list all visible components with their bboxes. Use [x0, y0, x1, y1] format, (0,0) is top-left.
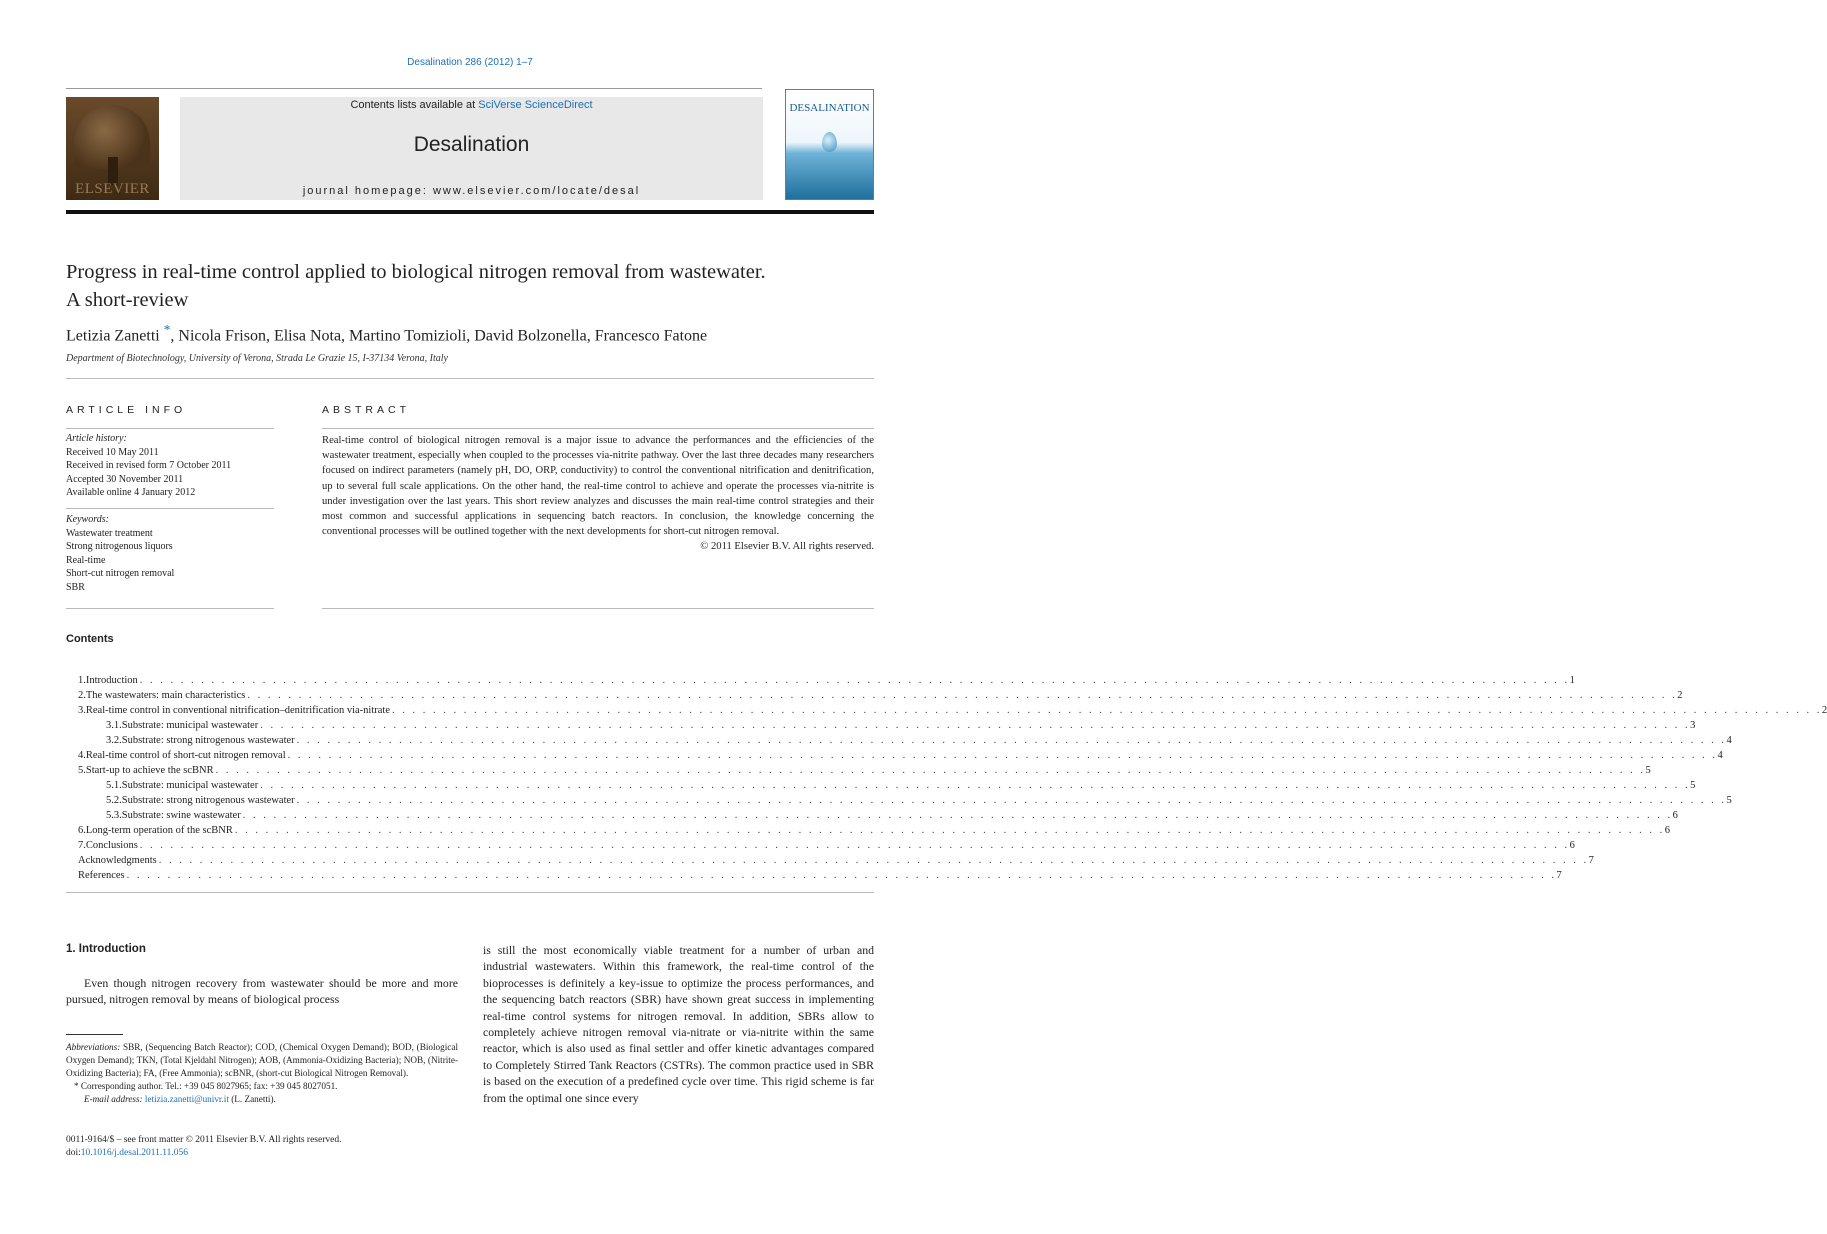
contents-heading: Contents	[66, 633, 114, 645]
journal-homepage[interactable]: journal homepage: www.elsevier.com/locate/desal	[302, 185, 641, 197]
toc-entry[interactable]	[66, 793, 1732, 808]
toc-entry-label: Substrate: municipal wastewater	[121, 780, 259, 791]
toc-entry-label: The wastewaters: main characteristics	[85, 690, 246, 701]
toc-entry-page: 6	[1672, 810, 1678, 821]
toc-leader-dots: . . . . . . . . . . . . . . . . . . . . . . . . . . . . . . . . . . . . . . . . . . . . . . . . . . . . . . . . . . . . . . . . . . . . . . . . . . . . . . . . . . . . . . . . . . . . . . . . . . . . . . . . . . . . . . . . . . . . . . . . . . . . . . . . . . . . . . . . . . . .	[139, 840, 1570, 851]
toc-entry-page: 7	[1556, 870, 1562, 881]
toc-entry-label: Start-up to achieve the scBNR	[85, 765, 214, 776]
toc-leader-dots: . . . . . . . . . . . . . . . . . . . . . . . . . . . . . . . . . . . . . . . . . . . . . . . . . . . . . . . . . . . . . . . . . . . . . . . . . . . . . . . . . . . . . . . . . . . . . . . . . . . . . . . . . . . . . . . . . . . . . . . . . . . . . . . . . . . . . . . . . . . .	[391, 705, 1822, 716]
toc-entry-label: Real-time control in conventional nitrification–denitrification via-nitrate	[85, 705, 390, 716]
issn-doi-block	[66, 1134, 341, 1160]
toc-entry-number: 5.	[78, 765, 86, 776]
author-list	[66, 322, 876, 345]
toc-entry-number: 5.2.	[106, 795, 122, 806]
intro-right-paragraph: is still the most economically viable treatment for a number of urban and industrial wastewaters. Within this framework, the real-time control of the bioprocesses is definitely a key-issue to optimize the process performances, and the sequencing batch reactors (SBR) have shown great success in implementing real-time control systems for nitrogen removal. In addition, SBRs allow to completely achieve nitrogen removal via-nitrate or via-nitrite within the same reactor, which is also used as final settler and offer kinetic advantages compared to Completely Stirred Tank Reactors (CSTRs). The common practice used in SBR is based on the execution of a predefined cycle over time. This rigid scheme is far from the optimal one since every	[483, 943, 874, 1105]
toc-entry-number: 6.	[78, 825, 86, 836]
toc-leader-dots: . . . . . . . . . . . . . . . . . . . . . . . . . . . . . . . . . . . . . . . . . . . . . . . . . . . . . . . . . . . . . . . . . . . . . . . . . . . . . . . . . . . . . . . . . . . . . . . . . . . . . . . . . . . . . . . . . . . . . . . . . . . . . . . . . . . . . . . . . . . .	[247, 690, 1678, 701]
elsevier-logo	[66, 97, 159, 200]
keyword-item: SBR	[66, 581, 85, 593]
keywords	[66, 513, 274, 594]
history-label: Article history:	[66, 433, 127, 444]
author-first: Letizia Zanetti	[66, 327, 160, 345]
cover-title: DESALINATION	[789, 102, 870, 114]
toc-leader-dots: . . . . . . . . . . . . . . . . . . . . . . . . . . . . . . . . . . . . . . . . . . . . . . . . . . . . . . . . . . . . . . . . . . . . . . . . . . . . . . . . . . . . . . . . . . . . . . . . . . . . . . . . . . . . . . . . . . . . . . . . . . . . . . . . . . . . . . . . . . . .	[234, 825, 1665, 836]
toc-entry-page: 5	[1645, 765, 1651, 776]
toc-entry[interactable]	[66, 838, 1575, 853]
toc-entry-label: Real-time control of short-cut nitrogen removal	[85, 750, 286, 761]
toc-entry-number: 1.	[78, 675, 86, 686]
table-of-contents	[66, 673, 1827, 883]
footnotes	[66, 1041, 458, 1106]
toc-entry-page: 3	[1690, 720, 1696, 731]
header-bottom-rule	[66, 210, 874, 214]
toc-entry-label: Substrate: strong nitrogenous wastewater	[121, 735, 295, 746]
contents-prefix: Contents lists available at	[350, 99, 479, 111]
toc-leader-dots: . . . . . . . . . . . . . . . . . . . . . . . . . . . . . . . . . . . . . . . . . . . . . . . . . . . . . . . . . . . . . . . . . . . . . . . . . . . . . . . . . . . . . . . . . . . . . . . . . . . . . . . . . . . . . . . . . . . . . . . . . . . . . . . . . . . . . . . . . . . .	[126, 870, 1557, 881]
toc-leader-dots: . . . . . . . . . . . . . . . . . . . . . . . . . . . . . . . . . . . . . . . . . . . . . . . . . . . . . . . . . . . . . . . . . . . . . . . . . . . . . . . . . . . . . . . . . . . . . . . . . . . . . . . . . . . . . . . . . . . . . . . . . . . . . . . . . . . . . . . . . . . .	[260, 780, 1691, 791]
contents-bottom-rule	[66, 892, 874, 893]
sciencedirect-link[interactable]: SciVerse ScienceDirect	[478, 99, 593, 111]
article-info-bottom-rule	[66, 608, 274, 609]
affiliation: Department of Biotechnology, University of Verona, Strada Le Grazie 15, I-37134 Verona, Italy	[66, 353, 448, 364]
toc-entry-number: 5.3.	[106, 810, 122, 821]
toc-entry[interactable]	[66, 853, 1594, 868]
keywords-rule	[66, 508, 274, 509]
toc-entry-number: 5.1.	[106, 780, 122, 791]
keyword-item: Strong nitrogenous liquors	[66, 541, 173, 552]
toc-entry[interactable]	[66, 778, 1696, 793]
toc-entry-number	[66, 868, 78, 883]
toc-entry-page: 6	[1569, 840, 1575, 851]
elsevier-wordmark: ELSEVIER	[75, 181, 150, 197]
history-item: Received 10 May 2011	[66, 446, 159, 458]
toc-leader-dots: . . . . . . . . . . . . . . . . . . . . . . . . . . . . . . . . . . . . . . . . . . . . . . . . . . . . . . . . . . . . . . . . . . . . . . . . . . . . . . . . . . . . . . . . . . . . . . . . . . . . . . . . . . . . . . . . . . . . . . . . . . . . . . . . . . . . . . . . . . . .	[287, 750, 1718, 761]
email-suffix: (L. Zanetti).	[228, 1094, 276, 1104]
toc-entry[interactable]	[66, 748, 1723, 763]
toc-entry[interactable]	[66, 868, 1562, 883]
toc-entry-label: Substrate: swine wastewater	[121, 810, 241, 821]
abstract-heading: ABSTRACT	[322, 404, 411, 416]
toc-entry-page: 5	[1690, 780, 1696, 791]
article-title-line2: A short-review	[66, 289, 189, 311]
toc-entry-label: Introduction	[85, 675, 138, 686]
toc-entry-label: Long-term operation of the scBNR	[85, 825, 233, 836]
contents-available-line	[180, 99, 763, 111]
toc-entry-number: 3.2.	[106, 735, 122, 746]
toc-entry-page: 5	[1726, 795, 1732, 806]
toc-entry-number: 3.1.	[106, 720, 122, 731]
toc-entry-number: 4.	[78, 750, 86, 761]
doi-line	[66, 1147, 341, 1160]
toc-entry[interactable]	[66, 823, 1670, 838]
toc-leader-dots: . . . . . . . . . . . . . . . . . . . . . . . . . . . . . . . . . . . . . . . . . . . . . . . . . . . . . . . . . . . . . . . . . . . . . . . . . . . . . . . . . . . . . . . . . . . . . . . . . . . . . . . . . . . . . . . . . . . . . . . . . . . . . . . . . . . . . . . . . . . .	[260, 720, 1691, 731]
title-divider	[66, 378, 874, 379]
toc-entry-label: Substrate: strong nitrogenous wastewater	[121, 795, 295, 806]
toc-leader-dots: . . . . . . . . . . . . . . . . . . . . . . . . . . . . . . . . . . . . . . . . . . . . . . . . . . . . . . . . . . . . . . . . . . . . . . . . . . . . . . . . . . . . . . . . . . . . . . . . . . . . . . . . . . . . . . . . . . . . . . . . . . . . . . . . . . . . . . . . . . . .	[158, 855, 1589, 866]
toc-entry[interactable]	[66, 763, 1651, 778]
toc-entry[interactable]	[66, 688, 1683, 703]
abbreviations-text: SBR, (Sequencing Batch Reactor); COD, (Chemical Oxygen Demand); BOD, (Biological Oxygen Demand); TKN, (Total Kjeldahl Nitrogen); AOB, (Ammonia-Oxidizing Bacteria); NOB, (Nitrite-Oxidizing Bacteria); FA, (Free Ammonia); scBNR, (short-cut Biological Nitrogen Removal).	[66, 1042, 458, 1078]
toc-entry-label: References	[78, 870, 125, 881]
toc-entry-label: Conclusions	[85, 840, 138, 851]
toc-entry-number: 7.	[78, 840, 86, 851]
toc-entry[interactable]	[66, 703, 1827, 718]
abstract-copyright: © 2011 Elsevier B.V. All rights reserved.	[700, 541, 874, 553]
abstract-rule	[322, 428, 874, 429]
corresponding-author-footnote: * Corresponding author. Tel.: +39 045 8027965; fax: +39 045 8027051.	[74, 1081, 338, 1091]
email-footnote	[66, 1093, 458, 1106]
email-label: E-mail address:	[84, 1094, 145, 1104]
abstract-bottom-rule	[322, 608, 874, 609]
toc-leader-dots: . . . . . . . . . . . . . . . . . . . . . . . . . . . . . . . . . . . . . . . . . . . . . . . . . . . . . . . . . . . . . . . . . . . . . . . . . . . . . . . . . . . . . . . . . . . . . . . . . . . . . . . . . . . . . . . . . . . . . . . . . . . . . . . . . . . . . . . . . . . .	[139, 675, 1570, 686]
toc-leader-dots: . . . . . . . . . . . . . . . . . . . . . . . . . . . . . . . . . . . . . . . . . . . . . . . . . . . . . . . . . . . . . . . . . . . . . . . . . . . . . . . . . . . . . . . . . . . . . . . . . . . . . . . . . . . . . . . . . . . . . . . . . . . . . . . . . . . . . . . . . . . .	[296, 735, 1727, 746]
toc-entry-page: 6	[1664, 825, 1670, 836]
toc-entry-label: Substrate: municipal wastewater	[121, 720, 259, 731]
toc-leader-dots: . . . . . . . . . . . . . . . . . . . . . . . . . . . . . . . . . . . . . . . . . . . . . . . . . . . . . . . . . . . . . . . . . . . . . . . . . . . . . . . . . . . . . . . . . . . . . . . . . . . . . . . . . . . . . . . . . . . . . . . . . . . . . . . . . . . . . . . . . . . .	[215, 765, 1646, 776]
issn-line: 0011-9164/$ – see front matter © 2011 Elsevier B.V. All rights reserved.	[66, 1135, 342, 1145]
email-link[interactable]: letizia.zanetti@univr.it	[144, 1094, 229, 1104]
toc-entry-page: 1	[1569, 675, 1575, 686]
article-title	[66, 258, 886, 314]
corresponding-author-marker[interactable]: *	[163, 322, 171, 337]
toc-entry-number: 2.	[78, 690, 86, 701]
abstract	[322, 433, 874, 555]
abbreviations-footnote	[66, 1041, 458, 1080]
doi-label: doi:	[66, 1148, 81, 1158]
abbreviations-label: Abbreviations:	[66, 1042, 121, 1052]
toc-entry[interactable]	[66, 808, 1678, 823]
article-info-rule	[66, 428, 274, 429]
toc-entry-page: 2	[1821, 705, 1827, 716]
footnote-rule	[66, 1034, 123, 1035]
toc-entry-page: 4	[1717, 750, 1723, 761]
toc-entry-label: Acknowledgments	[78, 855, 157, 866]
toc-entry[interactable]	[66, 673, 1575, 688]
history-item: Available online 4 January 2012	[66, 487, 196, 498]
journal-cover-image	[785, 89, 874, 200]
toc-entry-page: 2	[1677, 690, 1683, 701]
keywords-label: Keywords:	[66, 514, 109, 525]
authors-rest: , Nicola Frison, Elisa Nota, Martino Tomizioli, David Bolzonella, Francesco Fatone	[170, 327, 708, 345]
history-item: Accepted 30 November 2011	[66, 473, 184, 485]
article-info-heading: ARTICLE INFO	[66, 404, 187, 416]
journal-citation[interactable]: Desalination 286 (2012) 1–7	[407, 57, 533, 68]
article-title-line1: Progress in real-time control applied to biological nitrogen removal from wastewater.	[66, 261, 766, 283]
keyword-item: Real-time	[66, 554, 106, 566]
introduction-heading: 1. Introduction	[66, 943, 146, 955]
intro-left-paragraph: Even though nitrogen recovery from wastewater should be more and more pursued, nitrogen removal by means of biological process	[66, 976, 458, 1007]
keyword-item: Wastewater treatment	[66, 527, 153, 539]
abstract-text: Real-time control of biological nitrogen removal is a major issue to advance the performances and the efficiencies of the wastewater treatment, especially when coupled to the processes via-nitrite pathway. Over the last three decades many researchers focused on indirect parameters (namely pH, DO, ORP, conductivity) to control the conventional nitrification and denitrification, up to several full scale applications. On the other hand, the real-time control to achieve and operate the processes via-nitrite is under investigation over the last years. This short review analyzes and discusses the main real-time control strategies and their most common and successful applications in sequencing batch reactors. In conclusion, the knowledge concerning the conventional processes will be outlined together with the next developments for short-cut nitrogen removal.	[322, 435, 874, 538]
toc-entry-page: 7	[1588, 855, 1594, 866]
toc-entry[interactable]	[66, 718, 1696, 733]
toc-entry-number: 3.	[78, 705, 86, 716]
toc-entry-number	[66, 853, 78, 868]
history-item: Received in revised form 7 October 2011	[66, 460, 232, 471]
toc-leader-dots: . . . . . . . . . . . . . . . . . . . . . . . . . . . . . . . . . . . . . . . . . . . . . . . . . . . . . . . . . . . . . . . . . . . . . . . . . . . . . . . . . . . . . . . . . . . . . . . . . . . . . . . . . . . . . . . . . . . . . . . . . . . . . . . . . . . . . . . . . . . .	[242, 810, 1673, 821]
article-history	[66, 432, 274, 500]
keyword-item: Short-cut nitrogen removal	[66, 568, 175, 579]
toc-entry[interactable]	[66, 733, 1732, 748]
header-top-rule	[66, 88, 762, 89]
toc-leader-dots: . . . . . . . . . . . . . . . . . . . . . . . . . . . . . . . . . . . . . . . . . . . . . . . . . . . . . . . . . . . . . . . . . . . . . . . . . . . . . . . . . . . . . . . . . . . . . . . . . . . . . . . . . . . . . . . . . . . . . . . . . . . . . . . . . . . . . . . . . . . .	[296, 795, 1727, 806]
water-drop-icon	[822, 132, 837, 152]
doi-link[interactable]: 10.1016/j.desal.2011.11.056	[80, 1148, 188, 1158]
toc-entry-page: 4	[1726, 735, 1732, 746]
journal-title: Desalination	[413, 133, 530, 156]
